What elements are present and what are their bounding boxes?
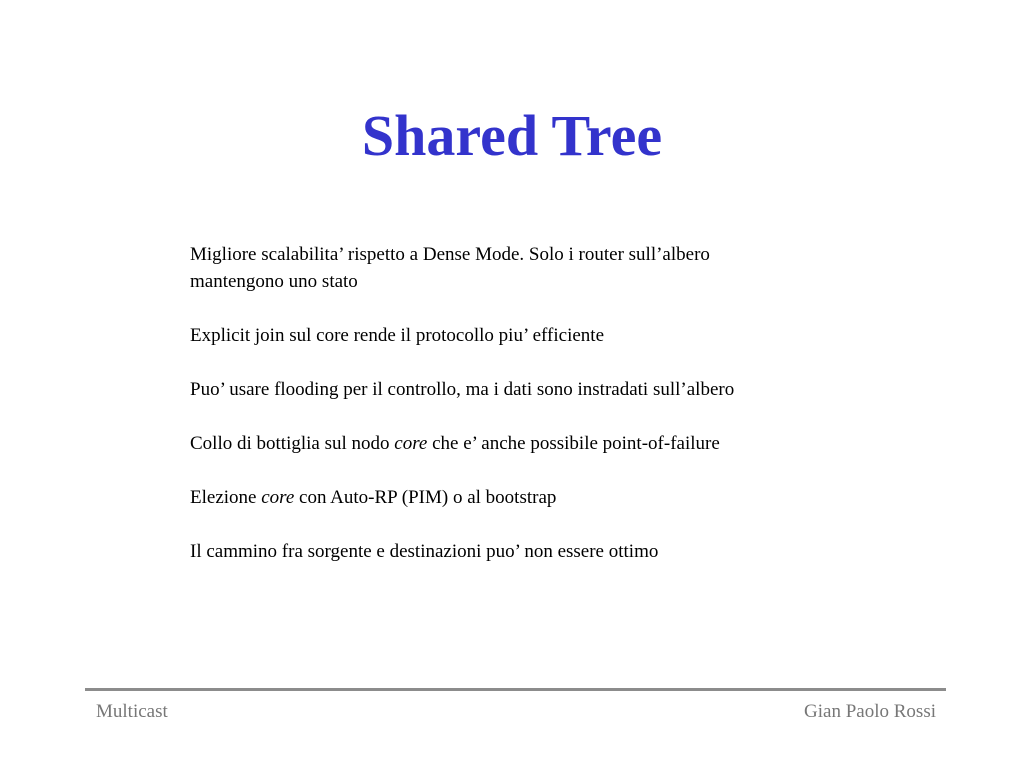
paragraph-election	[190, 484, 890, 511]
paragraph-text: Collo di bottiglia sul nodo	[190, 433, 395, 454]
footer-author: Gian Paolo Rossi	[804, 701, 936, 722]
paragraph-line: mantengono uno stato	[190, 271, 358, 292]
paragraph-text: con Auto-RP (PIM) o al bootstrap	[294, 487, 557, 508]
paragraph-line: Migliore scalabilita’ rispetto a Dense Mode. Solo i router sull’albero	[190, 244, 710, 265]
emphasis-core: core	[394, 433, 428, 454]
slide-body	[190, 241, 890, 592]
paragraph-scalability	[190, 241, 890, 295]
emphasis-core: core	[261, 487, 295, 508]
paragraph-text: che e’ anche possibile point-of-failure	[427, 433, 720, 454]
paragraph-explicit-join: Explicit join sul core rende il protocollo piu’ efficiente	[190, 325, 605, 346]
paragraph-text: Elezione	[190, 487, 262, 508]
paragraph-path: Il cammino fra sorgente e destinazioni puo’ non essere ottimo	[190, 541, 659, 562]
footer-topic: Multicast	[96, 701, 168, 722]
slide-title: Shared Tree	[361, 103, 663, 168]
footer-divider	[85, 688, 946, 691]
paragraph-bottleneck	[190, 430, 890, 457]
paragraph-flooding: Puo’ usare flooding per il controllo, ma i dati sono instradati sull’albero	[190, 379, 735, 400]
